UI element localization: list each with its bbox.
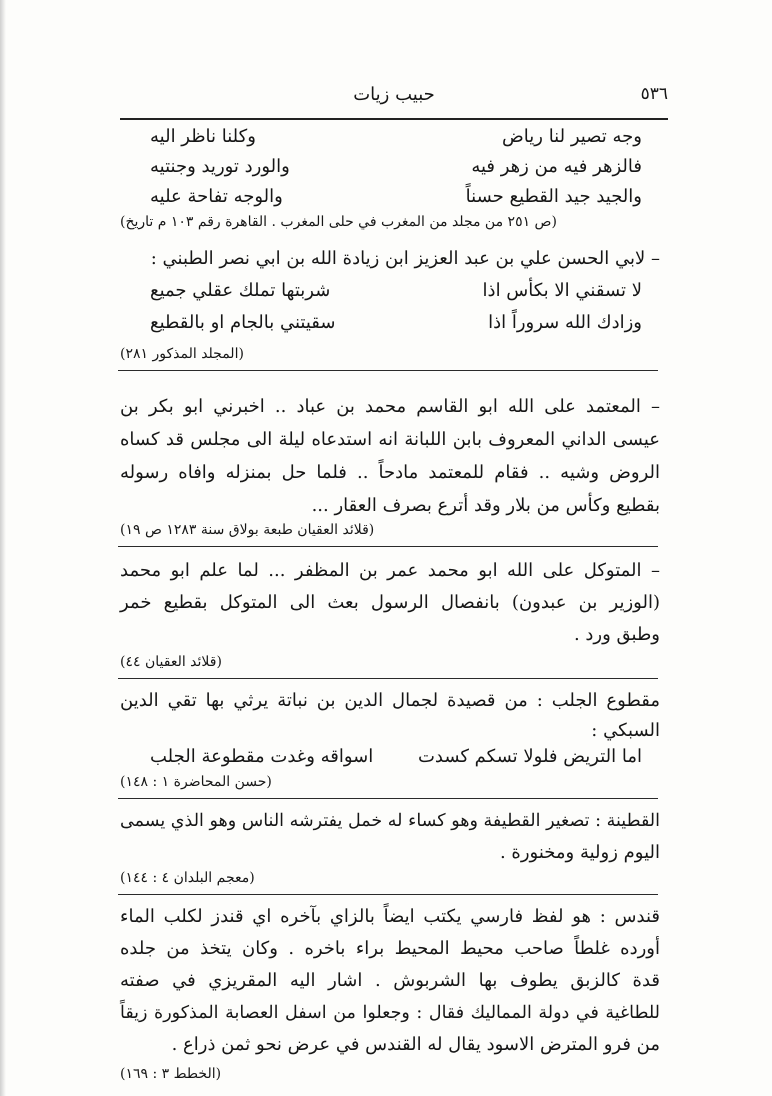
verse-first-hemistich: والجيد جيد القطيع حسناً xyxy=(465,186,642,207)
running-title: حبيب زيات xyxy=(353,84,435,105)
section-divider xyxy=(118,370,658,371)
verse-first-hemistich: فالزهر فيه من زهر فيه xyxy=(471,156,642,177)
paragraph-line: (الوزير بن عبدون) بانفصال الرسول بعث الى المتوكل بقطيع خمر xyxy=(120,592,660,613)
verse-line xyxy=(150,310,642,340)
section-divider xyxy=(118,894,658,895)
page-number: ٥٣٦ xyxy=(640,84,668,104)
paragraph-line: السبكي : xyxy=(591,720,660,741)
section-divider xyxy=(118,798,658,799)
paragraph-line: القطينة : تصغير القطيفة وهو كساء له خمل يفترشه الناس وهو الذي يسمى xyxy=(120,811,660,831)
paragraph-line: قدة كالزبق يطوف بها الشربوش . اشار اليه المقريزي في صفته xyxy=(120,970,660,991)
citation: (الخطط ٣ : ١٦٩) xyxy=(120,1066,222,1082)
paragraph-line: اليوم زولية ومخنورة . xyxy=(499,842,660,863)
paragraph-line: الروض وشيه .. فقام للمعتمد مادحاً .. فلما حل بمنزله وافاه رسوله xyxy=(120,462,660,483)
paragraph-line: من فرو المترض الاسود يقال له القندس في عرض نحو ثمن ذراع . xyxy=(171,1034,660,1055)
paragraph-line: أورده غلطاً صاحب محيط المحيط براء باخره . وكان يتخذ من جلده xyxy=(120,938,660,959)
citation: (قلائد العقيان ٤٤) xyxy=(120,654,222,670)
citation: (حسن المحاضرة ١ : ١٤٨) xyxy=(120,774,272,790)
verse-second-hemistich: والورد توريد وجنتيه xyxy=(150,156,290,177)
entry-intro: – لابي الحسن علي بن عبد العزيز ابن زيادة الله بن ابي نصر الطبني : xyxy=(150,248,660,269)
paragraph-line: قندس : هو لفظ فارسي يكتب ايضاً بالزاي بآخره اي قندز لكلب الماء xyxy=(120,906,660,927)
citation: (المجلد المذكور ٢٨١) xyxy=(120,346,244,362)
page-edge-shadow xyxy=(0,0,6,1096)
paragraph-line: للطاغية في دولة المماليك فقال : وجعلوا من اسفل العصابة المذكورة زيقاً xyxy=(120,1003,660,1023)
paragraph-line: وطبق ورد . xyxy=(573,624,660,645)
citation: (ص ٢٥١ من مجلد من المغرب في حلى المغرب . القاهرة رقم ١٠٣ م تاريخ) xyxy=(120,214,557,230)
verse-first-hemistich: لا تسقني الا بكأس اذا xyxy=(482,280,642,301)
section-divider xyxy=(118,546,658,547)
verse-second-hemistich: وكلنا ناظر اليه xyxy=(150,126,256,147)
page-header xyxy=(120,78,668,110)
citation: (معجم البلدان ٤ : ١٤٤) xyxy=(120,870,255,886)
verse-second-hemistich: سقيتني بالجام او بالقطيع xyxy=(150,312,336,333)
verse-line xyxy=(150,278,642,308)
paragraph-line: مقطوع الجلب : من قصيدة لجمال الدين بن نباتة يرثي بها تقي الدين xyxy=(120,690,660,711)
verse-first-hemistich: اما التريض فلولا تسكم كسدت xyxy=(417,746,642,767)
verse-second-hemistich: شربتها تملك عقلي جميع xyxy=(150,280,331,301)
verse-second-hemistich: والوجه تفاحة عليه xyxy=(150,186,283,207)
paragraph-line: عيسى الداني المعروف بابن اللبانة انه استدعاه ليلة الى مجلس قد كساه xyxy=(120,429,660,450)
paragraph-line: – المعتمد على الله ابو القاسم محمد بن عباد .. اخبرني ابو بكر بن xyxy=(120,396,660,417)
section-divider xyxy=(118,678,658,679)
verse-first-hemistich: وجه تصير لنا رياض xyxy=(502,126,642,147)
verse-second-hemistich: اسواقه وغدت مقطوعة الجلب xyxy=(150,746,374,767)
header-rule xyxy=(120,118,668,120)
paragraph-line: بقطيع وكأس من بلار وقد أترع بصرف العقار ... xyxy=(311,495,660,516)
verse-line xyxy=(150,124,642,154)
paragraph-line: – المتوكل على الله ابو محمد عمر بن المظفر ... لما علم ابو محمد xyxy=(120,560,660,581)
verse-line xyxy=(150,154,642,184)
verse-first-hemistich: وزادك الله سروراً اذا xyxy=(488,312,642,333)
citation: (قلائد العقيان طبعة بولاق سنة ١٢٨٣ ص ١٩) xyxy=(120,522,375,538)
